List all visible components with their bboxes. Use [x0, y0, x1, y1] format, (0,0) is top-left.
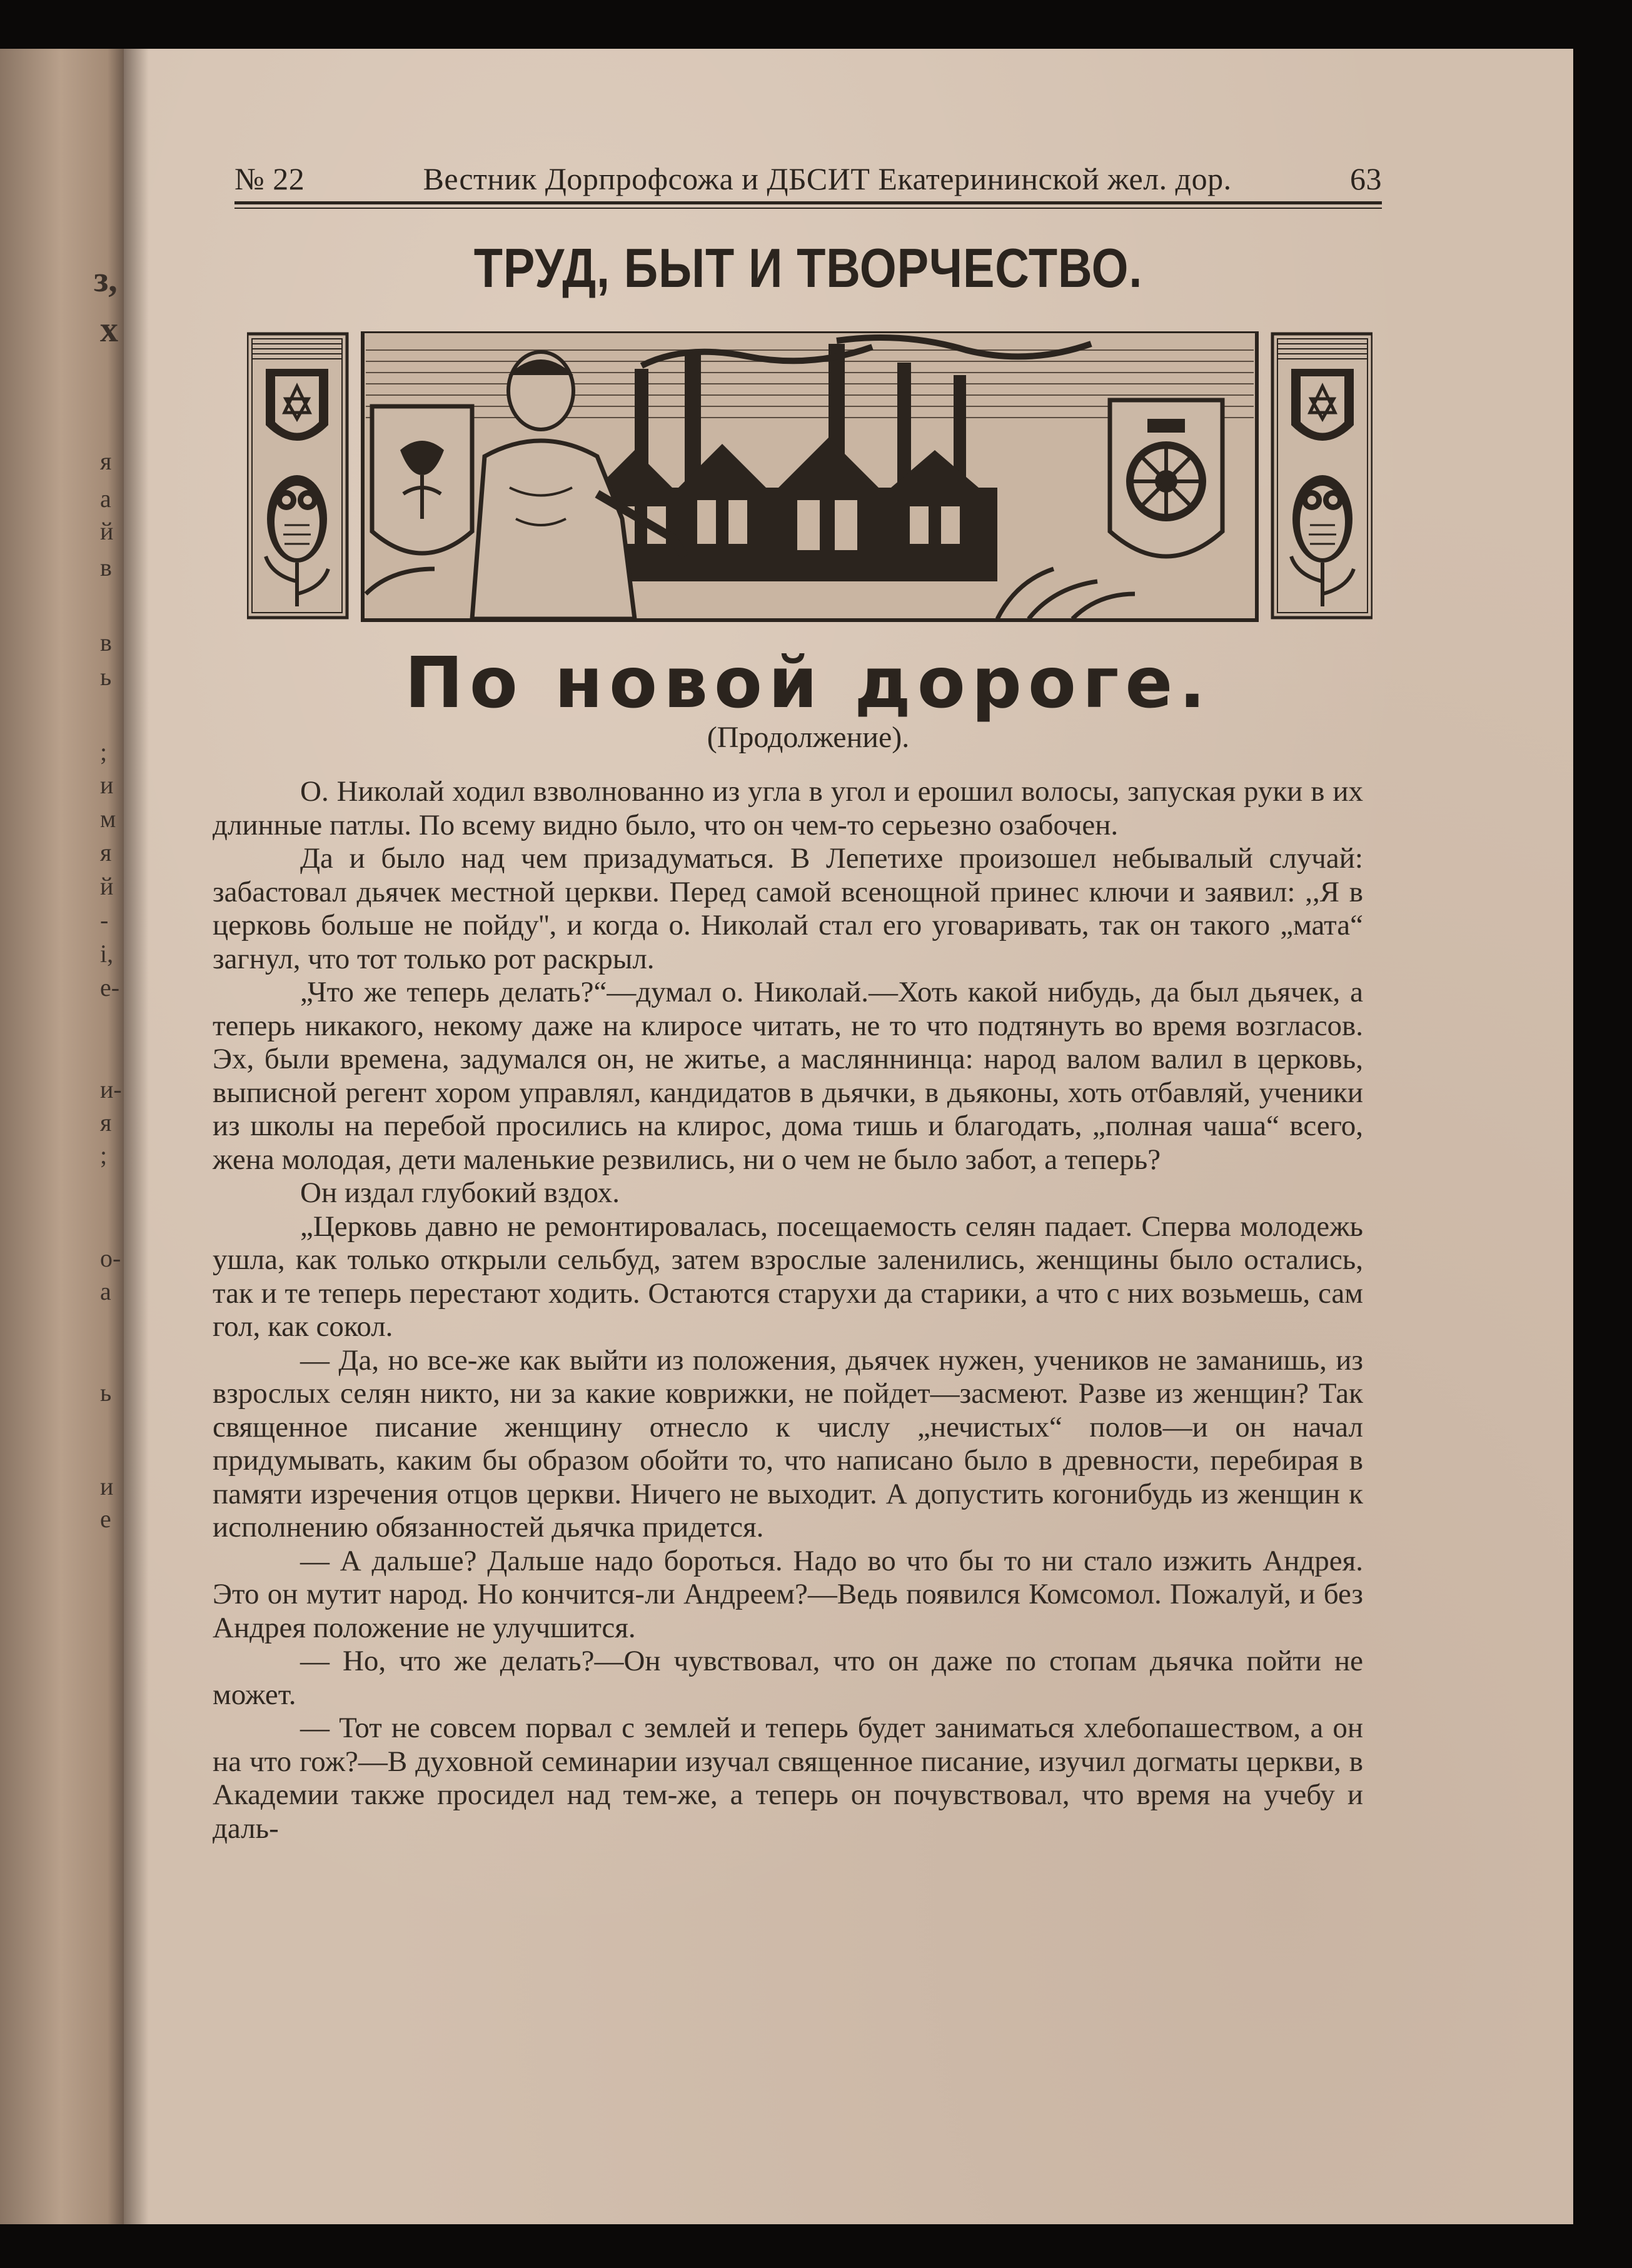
shield-emblem-left	[372, 406, 472, 553]
left-fragment: з,	[94, 259, 118, 299]
left-fragment: х	[100, 309, 118, 349]
left-fragment: ь	[100, 1378, 112, 1407]
decorative-banner-illustration	[247, 331, 1373, 625]
article-body	[213, 775, 1363, 1845]
paragraph: — Да, но все-же как выйти из положения, дьячек нужен, учеников не заманишь, из взрослых селян никто, ни за какие коврижки, не пойдет—засмеют. Разве из женщин? Так священное писание женщину отнесло к числу „нечистых“ полов—и он начал придумывать, каким бы образом обойти то, что написано было в древности, перебирая в памяти изречения отцов церкви. Ничего не выходит. А допустить когонибудь из женщин к исполнению обязанностей дьячка придется.	[213, 1343, 1363, 1543]
paragraph: Он издал глубокий вздох.	[300, 1177, 620, 1209]
paragraph: — Но, что же делать?—Он чувствовал, что он даже по стопам дьячка пойти не может.	[213, 1645, 1363, 1711]
paragraph: — Тот не совсем порвал с землей и теперь будет заниматься хлебопашеством, а он на что гож?—В духовной семинарии изучал священное писание, изучил догматы церкви, в Академии также просидел над тем-же, а теперь он почувствовал, что время на учебу и даль-	[213, 1712, 1363, 1845]
paragraph: „Что же теперь делать?“—думал о. Николай.—Хоть какой нибудь, да был дьячек, а теперь никакого, некому даже на клиросе читать, не то что подтянуть во время возгласов. Эх, были времена, задумался он, не житье, а масляннинца: народ валом валил в церковь, выписной регент хором управлял, кандидатов в дьячки, в дьяконы, хоть отбавляй, ученики из школы на перебой просились на клирос, дома тишь и благодать, „полная чаша“ всего, жена молодая, дети маленькие резвились, ни о чем не было забот, а теперь?	[213, 976, 1363, 1176]
left-fragment: й	[100, 872, 114, 900]
left-fragment: в	[100, 628, 112, 656]
left-fragment: я	[100, 447, 112, 475]
section-title: ТРУД, БЫТ И ТВОРЧЕСТВО.	[473, 237, 1143, 299]
left-fragment: й	[100, 517, 114, 545]
left-fragment: ;	[100, 738, 108, 766]
story-subtitle: (Продолжение).	[707, 721, 910, 754]
left-fragment: ь	[100, 663, 112, 691]
left-fragment: м	[100, 805, 116, 833]
story-title: По новой дороге.	[405, 643, 1212, 724]
paragraph: О. Николай ходил взволнованно из угла в угол и ерошил волосы, запуская руки в их длинные патлы. По всему видно было, что он чем-то серьезно озабочен.	[213, 775, 1363, 841]
running-head	[234, 159, 1382, 197]
left-fragment: в	[100, 553, 112, 581]
shield-emblem-right	[1110, 400, 1222, 556]
left-fragment: и	[100, 1472, 114, 1500]
issue-number: № 22	[234, 161, 305, 196]
left-fragment: е	[100, 1505, 111, 1533]
journal-name: Вестник Дорпрофсожа и ДБСИТ Екатерининской жел. дор.	[423, 161, 1232, 196]
owl-emblem-left	[247, 334, 347, 618]
owl-emblem-right	[1272, 334, 1373, 618]
page-number: 63	[1349, 161, 1382, 196]
left-fragment: а	[100, 484, 111, 513]
left-fragment: -	[100, 906, 109, 934]
left-fragment: и-	[100, 1075, 122, 1103]
industrial-scene	[363, 331, 1257, 620]
header-rule	[234, 201, 1382, 204]
left-fragment: и	[100, 771, 114, 799]
left-fragment: я	[100, 1108, 112, 1137]
header-rule-thin	[234, 208, 1382, 209]
left-fragment: е-	[100, 973, 120, 1001]
paragraph: — А дальше? Дальше надо бороться. Надо во что бы то ни стало изжить Андрея. Это он мутит народ. Но кончится-ли Андреем?—Ведь появился Комсомол. Пожалуй, и без Андрея положение не улучшится.	[213, 1544, 1363, 1644]
page-gutter-shadow	[124, 49, 149, 2224]
left-fragment: ;	[100, 1141, 108, 1169]
left-fragment: а	[100, 1277, 111, 1305]
paragraph: Да и было над чем призадуматься. В Лепетихе произошел небывалый случай: забастовал дьячек местной церкви. Перед самой всенощной принес ключи и заявил: ,,Я в церковь больше не пойду'', и когда о. Николай стал его уговаривать, так он такого „мата“ загнул, что тот только рот раскрыл.	[213, 842, 1363, 975]
left-fragment: і,	[100, 940, 114, 968]
facing-page-fragment	[0, 49, 134, 2224]
paragraph: „Церковь давно не ремонтировалась, посещаемость селян падает. Сперва молодежь ушла, как только открыли сельбуд, затем взрослые заленились, женщины было остались, так и те теперь перестают ходить. Остаются старухи да старики, а что с них возьмешь, сам гол, как сокол.	[213, 1210, 1363, 1343]
left-fragment: я	[100, 838, 112, 866]
left-fragment: о-	[100, 1244, 121, 1272]
